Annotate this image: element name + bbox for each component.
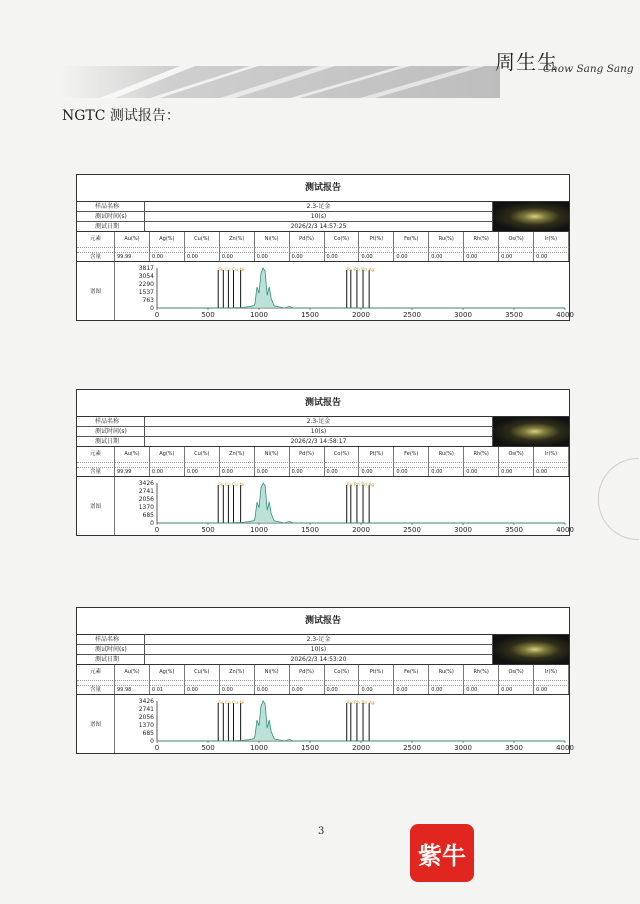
x-tick-label: 3000 <box>454 744 472 752</box>
x-tick-label: 3000 <box>454 526 472 534</box>
report-title: 测试报告 <box>77 175 569 202</box>
logo-chinese-name: 周生生 <box>495 50 558 74</box>
element-table <box>77 447 569 476</box>
y-tick-label: 0 <box>150 738 154 745</box>
element-row-label: 元素 <box>77 665 115 680</box>
y-tick-label: 1370 <box>138 722 154 729</box>
content-value: 0.00 <box>220 253 255 261</box>
x-tick-label: 4000 <box>556 311 574 319</box>
element-header: Rh(%) <box>464 447 499 462</box>
marker-labels-group2: Ru Rh Pd Ag <box>346 483 375 488</box>
content-value: 0.00 <box>499 468 534 476</box>
y-tick-label: 3054 <box>138 273 154 280</box>
element-table <box>77 232 569 261</box>
marker-labels-group1: Fe Co Cu Ni <box>218 483 245 488</box>
spectrum-chart-holder <box>115 262 574 320</box>
element-header: Pd(%) <box>290 232 325 247</box>
content-value: 0.00 <box>255 686 290 694</box>
page-title: NGTC 测试报告： <box>62 108 180 124</box>
content-value: 0.00 <box>394 468 429 476</box>
x-tick-label: 1500 <box>301 744 319 752</box>
x-tick-label: 2500 <box>403 744 421 752</box>
content-value: 0.00 <box>220 686 255 694</box>
sample-photo <box>493 417 569 446</box>
report-title: 测试报告 <box>77 390 569 417</box>
element-header: Pt(%) <box>359 665 394 680</box>
element-header: Ni(%) <box>255 665 290 680</box>
content-value: 0.00 <box>429 468 464 476</box>
content-value: 0.00 <box>359 253 394 261</box>
content-row-label: 含量 <box>77 468 115 476</box>
content-value: 0.00 <box>394 253 429 261</box>
spectrum-section <box>77 694 574 753</box>
spectrum-label: 谱图 <box>77 695 115 753</box>
element-row-label: 元素 <box>77 447 115 462</box>
test-report-2 <box>76 389 574 536</box>
y-tick-label: 685 <box>142 730 154 737</box>
test-time-label: 测试时间(s) <box>77 645 145 655</box>
element-table <box>77 665 569 694</box>
test-report-3 <box>76 607 574 754</box>
content-value: 99.98 <box>115 686 150 694</box>
y-tick-label: 2741 <box>138 706 154 713</box>
content-value: 0.00 <box>534 253 569 261</box>
element-header: Co(%) <box>325 447 360 462</box>
content-value: 0.00 <box>499 253 534 261</box>
x-tick-label: 3500 <box>505 526 523 534</box>
content-value: 0.00 <box>394 686 429 694</box>
x-tick-label: 1500 <box>301 526 319 534</box>
content-value: 0.00 <box>464 686 499 694</box>
page-number: 3 <box>318 826 325 837</box>
element-header: Co(%) <box>325 232 360 247</box>
x-tick-label: 4000 <box>556 526 574 534</box>
element-header: Ru(%) <box>429 447 464 462</box>
seal-stamp <box>598 458 639 540</box>
test-time-value: 10(s) <box>145 212 493 222</box>
x-tick-label: 1000 <box>250 311 268 319</box>
content-value: 0.01 <box>150 686 185 694</box>
content-value: 0.00 <box>429 253 464 261</box>
marker-labels-group2: Ru Rh Pd Ag <box>346 701 375 706</box>
x-tick-label: 3500 <box>505 311 523 319</box>
x-tick-label: 1000 <box>250 526 268 534</box>
test-time-label: 测试时间(s) <box>77 427 145 437</box>
y-tick-label: 0 <box>150 520 154 527</box>
content-value: 0.00 <box>359 468 394 476</box>
marker-labels-group1: Fe Co Cu Ni <box>218 701 245 706</box>
content-value: 0.00 <box>290 253 325 261</box>
element-header: Cu(%) <box>185 447 220 462</box>
header-banner <box>60 66 500 98</box>
x-tick-label: 2000 <box>352 744 370 752</box>
marker-labels-group1: Fe Co Cu Ni <box>218 268 245 273</box>
element-header: Ag(%) <box>150 232 185 247</box>
content-value: 0.00 <box>464 253 499 261</box>
content-value: 0.00 <box>220 468 255 476</box>
element-header: Ni(%) <box>255 447 290 462</box>
element-header: Ir(%) <box>534 232 569 247</box>
content-value: 0.00 <box>255 253 290 261</box>
spectrum-section <box>77 476 574 535</box>
content-value: 0.00 <box>359 686 394 694</box>
spectrum-section <box>77 261 574 320</box>
element-row-label: 元素 <box>77 232 115 247</box>
report-title: 测试报告 <box>77 608 569 635</box>
element-header: Pt(%) <box>359 447 394 462</box>
content-value: 0.00 <box>185 253 220 261</box>
content-value: 0.00 <box>499 686 534 694</box>
content-value: 0.00 <box>325 468 360 476</box>
content-value: 99.99 <box>115 468 150 476</box>
element-header: Rh(%) <box>464 665 499 680</box>
content-value: 0.00 <box>290 686 325 694</box>
y-tick-label: 1370 <box>138 504 154 511</box>
content-value: 0.00 <box>534 468 569 476</box>
x-tick-label: 1000 <box>250 744 268 752</box>
test-time-value: 10(s) <box>145 427 493 437</box>
element-header: Ag(%) <box>150 665 185 680</box>
content-value: 99.99 <box>115 253 150 261</box>
y-tick-label: 0 <box>150 305 154 312</box>
sample-photo <box>493 202 569 231</box>
x-tick-label: 3000 <box>454 311 472 319</box>
element-header: Fe(%) <box>394 232 429 247</box>
sample-name-value: 2.3-足金 <box>145 417 493 427</box>
content-row-label: 含量 <box>77 253 115 261</box>
test-date-label: 测试日期 <box>77 222 145 231</box>
element-header: Zn(%) <box>220 447 255 462</box>
content-value: 0.00 <box>534 686 569 694</box>
y-tick-label: 763 <box>142 297 154 304</box>
y-tick-label: 2290 <box>138 281 154 288</box>
spectrum-chart <box>115 477 574 535</box>
element-header: Ir(%) <box>534 447 569 462</box>
y-tick-label: 3426 <box>138 480 154 487</box>
marker-labels-group2: Ru Rh Pd Ag <box>346 268 375 273</box>
report-info <box>77 635 569 665</box>
element-header: Au(%) <box>115 447 150 462</box>
x-tick-label: 2500 <box>403 526 421 534</box>
x-tick-label: 0 <box>154 311 160 319</box>
x-tick-label: 0 <box>154 744 160 752</box>
content-value: 0.00 <box>150 468 185 476</box>
element-header: Ir(%) <box>534 665 569 680</box>
spectrum-chart-holder <box>115 695 574 753</box>
y-tick-label: 3426 <box>138 698 154 705</box>
sample-name-label: 样品名称 <box>77 417 145 427</box>
element-header: Ni(%) <box>255 232 290 247</box>
element-header: Os(%) <box>499 447 534 462</box>
sample-name-value: 2.3-足金 <box>145 202 493 212</box>
element-header: Os(%) <box>499 665 534 680</box>
spectrum-label: 谱图 <box>77 477 115 535</box>
element-header: Ru(%) <box>429 665 464 680</box>
sample-photo <box>493 635 569 664</box>
spectrum-label: 谱图 <box>77 262 115 320</box>
sample-name-value: 2.3-足金 <box>145 635 493 645</box>
content-row-label: 含量 <box>77 686 115 694</box>
badge-text: 紫牛 <box>418 841 466 870</box>
x-tick-label: 2500 <box>403 311 421 319</box>
x-tick-label: 0 <box>154 526 160 534</box>
logo-english-name: Chow Sang Sang <box>543 63 634 75</box>
element-header: Zn(%) <box>220 665 255 680</box>
watermark-badge <box>410 824 474 882</box>
content-value: 0.00 <box>185 686 220 694</box>
test-time-label: 测试时间(s) <box>77 212 145 222</box>
content-value: 0.00 <box>185 468 220 476</box>
element-header: Pd(%) <box>290 665 325 680</box>
y-tick-label: 2056 <box>138 496 154 503</box>
content-value: 0.00 <box>290 468 325 476</box>
element-header: Fe(%) <box>394 447 429 462</box>
y-tick-label: 2056 <box>138 714 154 721</box>
content-value: 0.00 <box>255 468 290 476</box>
content-value: 0.00 <box>429 686 464 694</box>
element-header: Fe(%) <box>394 665 429 680</box>
spectrum-chart-holder <box>115 477 574 535</box>
element-header: Au(%) <box>115 232 150 247</box>
report-info <box>77 202 569 232</box>
test-date-label: 测试日期 <box>77 655 145 664</box>
x-tick-label: 500 <box>201 311 215 319</box>
content-value: 0.00 <box>325 253 360 261</box>
test-report-1 <box>76 174 574 321</box>
y-tick-label: 1537 <box>138 289 154 296</box>
element-header: Ru(%) <box>429 232 464 247</box>
y-tick-label: 3817 <box>138 265 154 272</box>
sample-name-label: 样品名称 <box>77 202 145 212</box>
element-header: Co(%) <box>325 665 360 680</box>
y-tick-label: 685 <box>142 512 154 519</box>
content-value: 0.00 <box>464 468 499 476</box>
test-date-label: 测试日期 <box>77 437 145 446</box>
element-header: Pd(%) <box>290 447 325 462</box>
x-tick-label: 2000 <box>352 311 370 319</box>
test-date-value: 2026/2/3 14:53:20 <box>145 655 493 664</box>
x-tick-label: 4000 <box>556 744 574 752</box>
sample-name-label: 样品名称 <box>77 635 145 645</box>
element-header: Au(%) <box>115 665 150 680</box>
x-tick-label: 500 <box>201 744 215 752</box>
element-header: Zn(%) <box>220 232 255 247</box>
x-tick-label: 1500 <box>301 311 319 319</box>
brand-logo <box>495 46 634 86</box>
spectrum-chart <box>115 695 574 753</box>
x-tick-label: 3500 <box>505 744 523 752</box>
test-time-value: 10(s) <box>145 645 493 655</box>
test-date-value: 2026/2/3 14:57:25 <box>145 222 493 231</box>
report-info <box>77 417 569 447</box>
content-value: 0.00 <box>150 253 185 261</box>
spectrum-chart <box>115 262 574 320</box>
element-header: Os(%) <box>499 232 534 247</box>
element-header: Cu(%) <box>185 665 220 680</box>
element-header: Pt(%) <box>359 232 394 247</box>
x-tick-label: 2000 <box>352 526 370 534</box>
y-tick-label: 2741 <box>138 488 154 495</box>
content-value: 0.00 <box>325 686 360 694</box>
element-header: Rh(%) <box>464 232 499 247</box>
element-header: Ag(%) <box>150 447 185 462</box>
x-tick-label: 500 <box>201 526 215 534</box>
element-header: Cu(%) <box>185 232 220 247</box>
test-date-value: 2026/2/3 14:58:17 <box>145 437 493 446</box>
